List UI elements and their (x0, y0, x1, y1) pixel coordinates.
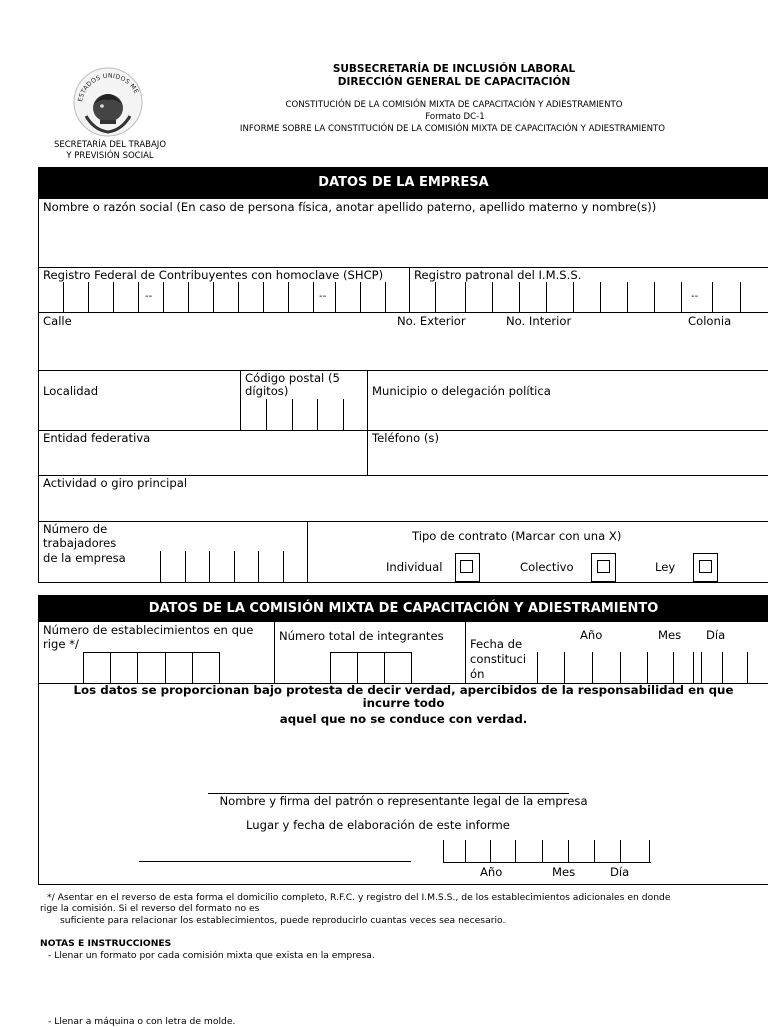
report-day-label: Día (610, 865, 630, 879)
government-seal (48, 56, 168, 140)
company-name-field[interactable] (39, 216, 767, 266)
eagle-seal-icon (48, 56, 168, 140)
notes-title: NOTAS E INSTRUCCIONES (40, 938, 172, 949)
rfc-digit-boxes[interactable] (38, 282, 408, 313)
date-day-header: Día (706, 628, 726, 642)
activity-field[interactable] (39, 491, 767, 520)
report-year-label: Año (480, 865, 503, 879)
footnote-line-1: */ Asentar en el reverso de esta forma el domicilio completo, R.F.C. y registro del I.M.S.S., de los establecimientos adicionales en donde (47, 892, 671, 903)
postal-code-label-1: Código postal (5 (245, 371, 340, 385)
workers-count-boxes[interactable] (160, 551, 308, 583)
establishments-count-boxes[interactable] (83, 652, 220, 683)
protest-statement-3: aquel que no se conduce con verdad. (279, 712, 528, 726)
header-subtitle-2: INFORME SOBRE LA CONSTITUCIÓN DE LA COMISIÓN MIXTA DE CAPACITACIÓN Y ADIESTRAMIENTO (239, 124, 666, 134)
constitution-date-boxes[interactable] (537, 652, 767, 683)
contract-individual-label: Individual (386, 560, 443, 574)
note-item-1: - Llenar un formato por cada comisión mixta que exista en la empresa. (48, 950, 375, 961)
street-label: Calle (43, 314, 72, 328)
header-subtitle-1: CONSTITUCIÓN DE LA COMISIÓN MIXTA DE CAPACITACIÓN Y ADIESTRAMIENTO (285, 100, 623, 110)
constitution-date-label-1: Fecha de (470, 637, 523, 651)
company-name-label: Nombre o razón social (En caso de persona física, anotar apellido paterno, apellido materno y nombre(s)) (43, 200, 657, 214)
place-date-label: Lugar y fecha de elaboración de este informe (246, 818, 510, 832)
colonia-label: Colonia (688, 314, 732, 328)
contract-collective-checkbox[interactable] (597, 560, 610, 573)
state-field[interactable] (39, 446, 365, 474)
rfc-separator-1: -- (145, 291, 153, 302)
address-field[interactable] (39, 330, 767, 369)
postal-code-label-2: dígitos) (245, 384, 289, 398)
ministry-line-1: SECRETARÍA DEL TRABAJO (53, 140, 167, 150)
signature-label: Nombre y firma del patrón o representante legal de la empresa (219, 794, 588, 808)
rfc-separator-2: -- (319, 291, 327, 302)
interior-number-label: No. Interior (506, 314, 572, 328)
footnote-line-2: rige la comisión. Si el reverso del formato no es (40, 903, 260, 914)
contract-individual-checkbox[interactable] (460, 560, 473, 573)
report-date-boxes[interactable] (443, 840, 653, 864)
establishments-label-1: Número de establecimientos en que (43, 623, 254, 637)
members-count-boxes[interactable] (330, 652, 412, 683)
company-section-heading: DATOS DE LA EMPRESA (38, 167, 768, 199)
header-title-1: SUBSECRETARÍA DE INCLUSIÓN LABORAL (332, 63, 576, 75)
imss-digit-boxes[interactable] (410, 282, 768, 313)
state-label: Entidad federativa (43, 431, 151, 445)
phone-field[interactable] (369, 446, 767, 474)
municipality-label: Municipio o delegación política (372, 384, 551, 398)
constitution-date-label-2: constituci (470, 652, 527, 666)
note-item-2: - Llenar a máquina o con letra de molde. (48, 1016, 236, 1027)
protest-statement-2: incurre todo (362, 696, 445, 710)
locality-label: Localidad (43, 384, 99, 398)
workers-label-2: trabajadores (43, 536, 117, 550)
workers-label-3: de la empresa (43, 551, 126, 565)
imss-label: Registro patronal del I.M.S.S. (414, 268, 582, 282)
establishments-label-2: rige */ (43, 637, 79, 651)
signature-field[interactable] (208, 760, 569, 793)
members-label: Número total de integrantes (279, 629, 444, 643)
place-field[interactable] (139, 838, 411, 861)
contract-type-label: Tipo de contrato (Marcar con una X) (412, 529, 622, 543)
date-year-header: Año (580, 628, 603, 642)
contract-law-checkbox[interactable] (699, 560, 712, 573)
protest-statement-1: Los datos se proporcionan bajo protesta de decir verdad, apercibidos de la responsabilidad en que (73, 683, 734, 697)
phone-label: Teléfono (s) (372, 431, 439, 445)
rfc-label: Registro Federal de Contribuyentes con homoclave (SHCP) (43, 268, 384, 282)
footnote-line-3: suficiente para relacionar los establecimientos, puede reproducirlo cuantas veces sea necesario. (60, 915, 506, 926)
constitution-date-label-3: ón (470, 667, 485, 681)
commission-section-heading: DATOS DE LA COMISIÓN MIXTA DE CAPACITACIÓN Y ADIESTRAMIENTO (38, 595, 768, 622)
place-line (139, 861, 411, 862)
workers-label-1: Número de (43, 522, 108, 536)
seal-text: ESTADOS UNIDOS ME (77, 72, 140, 103)
ministry-line-2: Y PREVISIÓN SOCIAL (66, 151, 154, 161)
date-month-header: Mes (658, 628, 682, 642)
postal-code-boxes[interactable] (240, 399, 368, 430)
header-title-2: DIRECCIÓN GENERAL DE CAPACITACIÓN (337, 76, 571, 88)
format-code: Formato DC-1 (425, 112, 485, 122)
contract-law-label: Ley (655, 560, 676, 574)
report-month-label: Mes (552, 865, 576, 879)
imss-separator: -- (691, 291, 699, 302)
exterior-number-label: No. Exterior (397, 314, 466, 328)
activity-label: Actividad o giro principal (43, 476, 188, 490)
contract-collective-label: Colectivo (520, 560, 574, 574)
